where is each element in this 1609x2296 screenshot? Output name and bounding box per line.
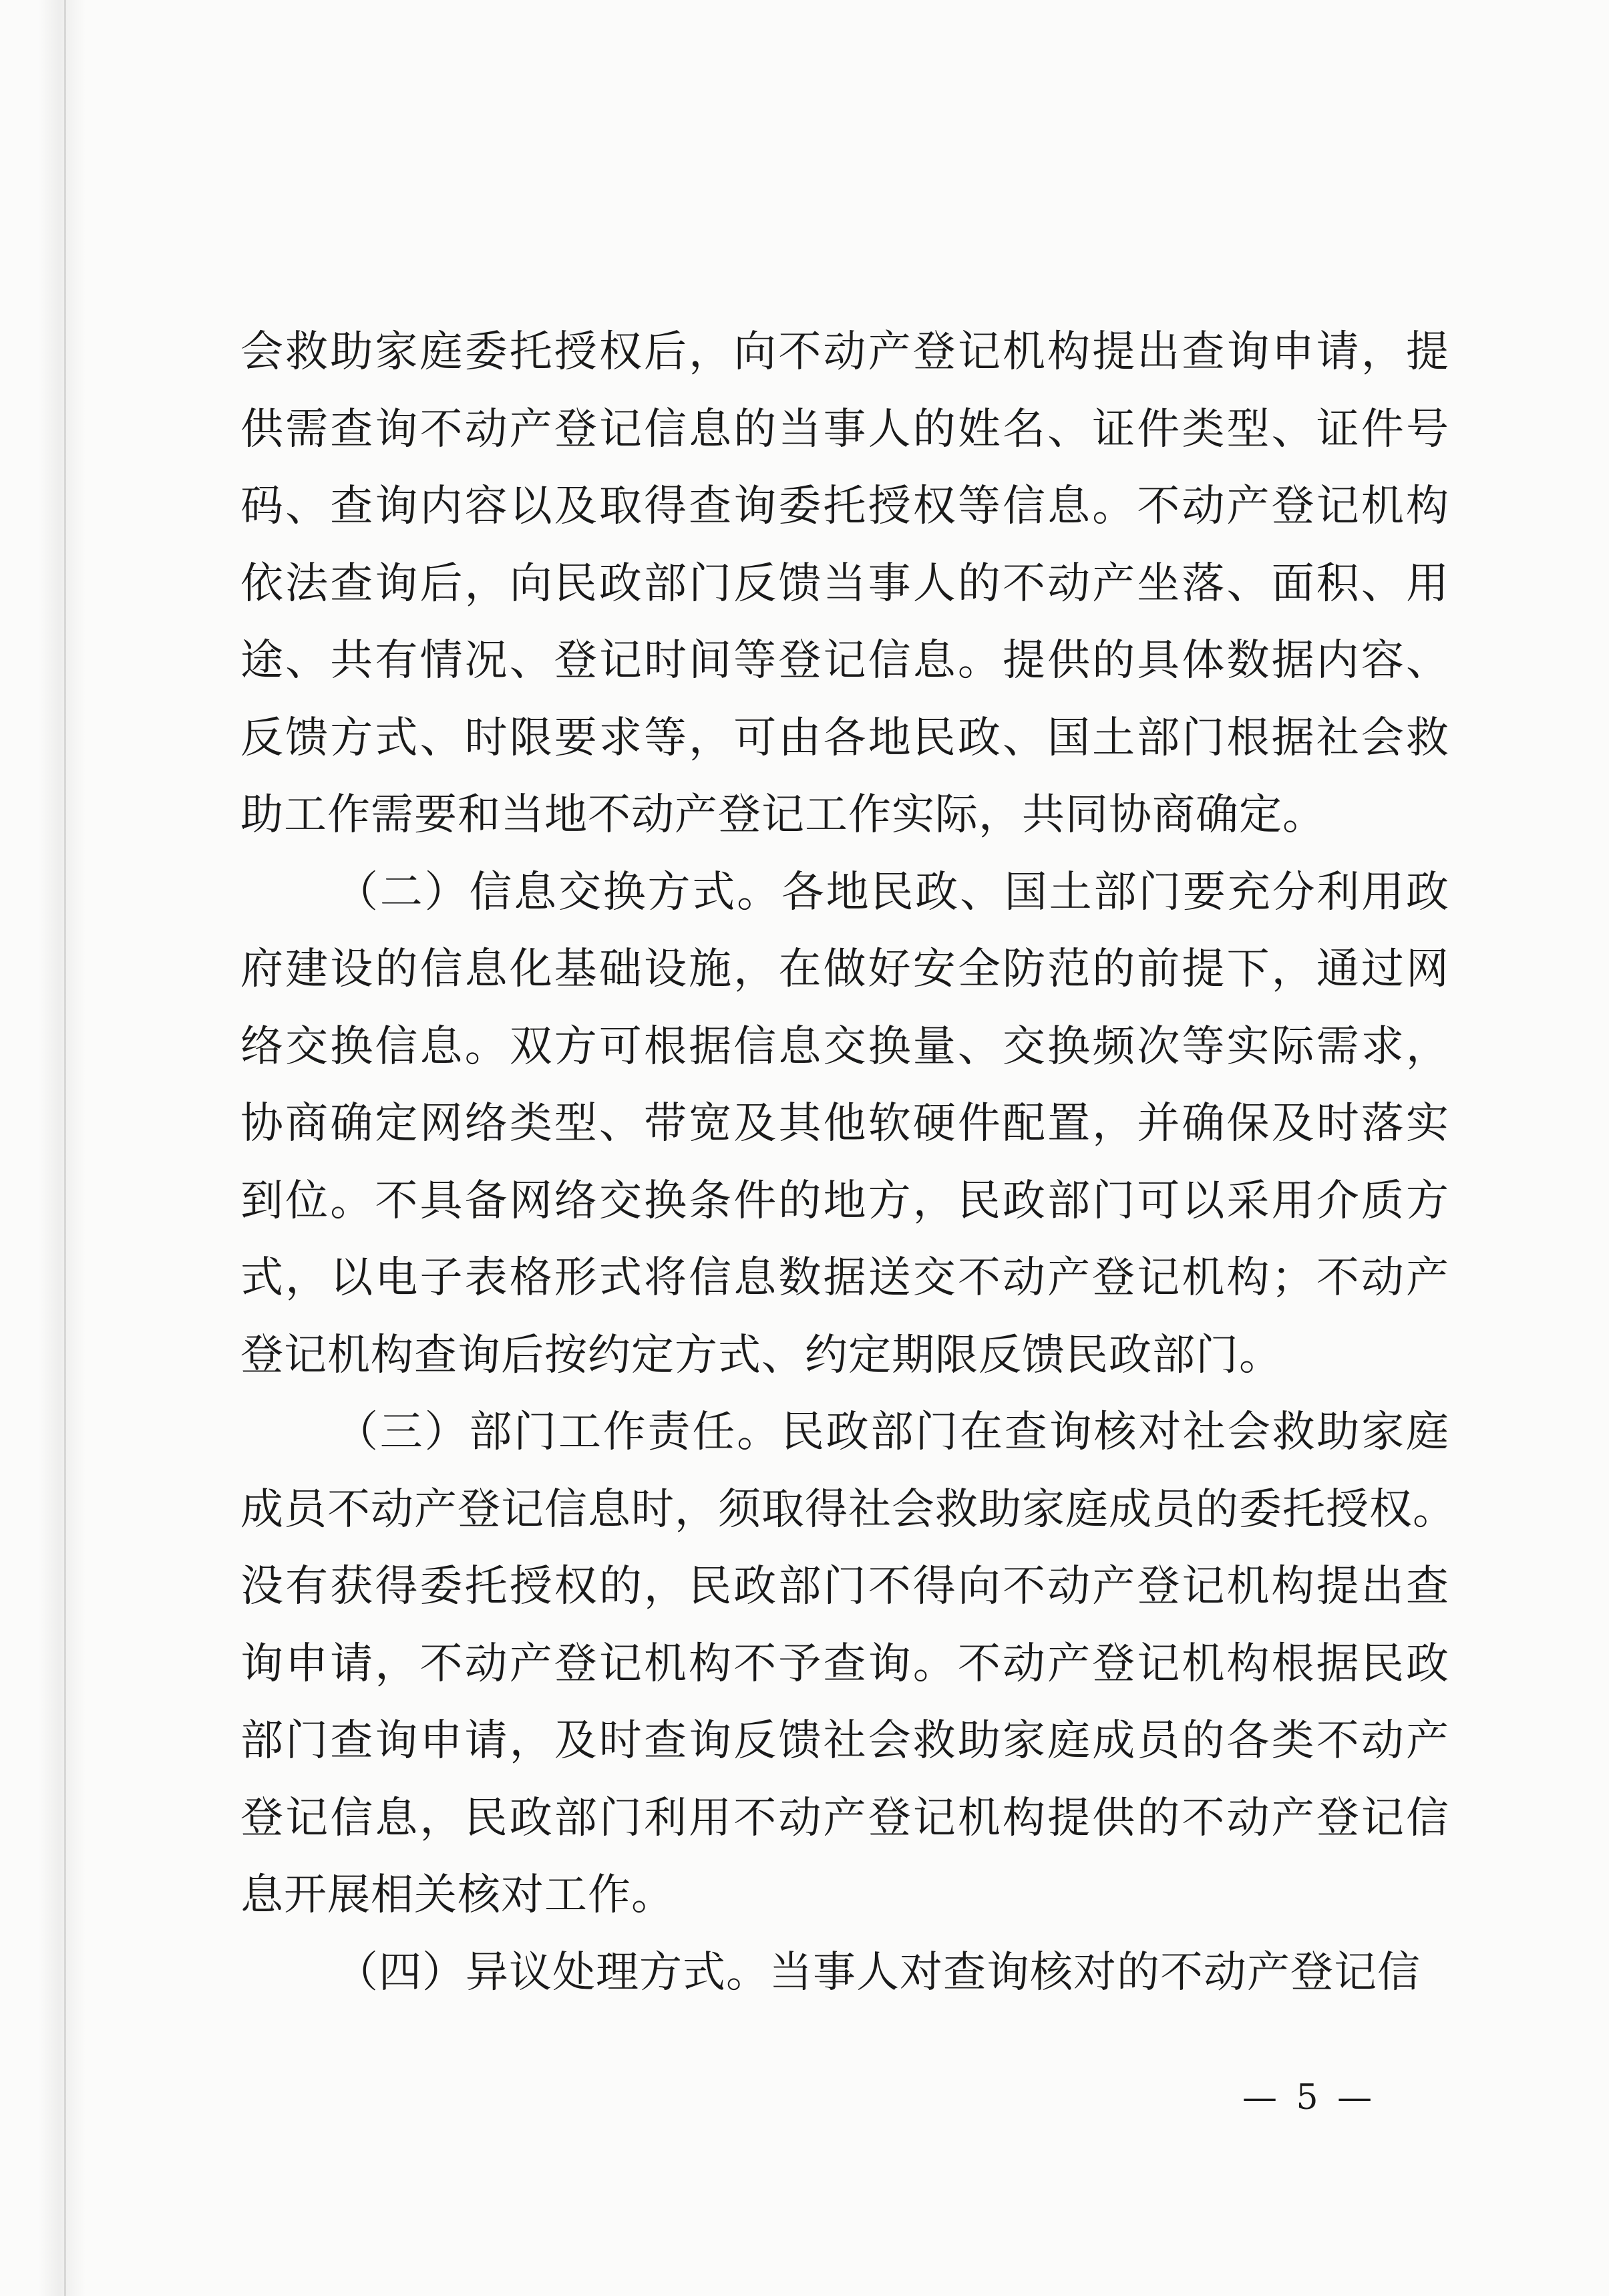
text-line: 式，以电子表格形式将信息数据送交不动产登记机构；不动产	[240, 1253, 1449, 1303]
text-line: （二）信息交换方式。各地民政、国土部门要充分利用政	[335, 867, 1449, 917]
paper-fold-line	[64, 0, 66, 2296]
text-line: 没有获得委托授权的，民政部门不得向不动产登记机构提出查	[240, 1562, 1449, 1611]
text-line: 成员不动产登记信息时，须取得社会救助家庭成员的委托授权。	[240, 1484, 1456, 1534]
text-line: 络交换信息。双方可根据信息交换量、交换频次等实际需求，	[240, 1021, 1449, 1072]
text-line: 依法查询后，向民政部门反馈当事人的不动产坐落、面积、用	[240, 558, 1449, 609]
text-line: 协商确定网络类型、带宽及其他软硬件配置，并确保及时落实	[240, 1099, 1449, 1148]
text-line: 询申请，不动产登记机构不予查询。不动产登记机构根据民政	[240, 1639, 1449, 1689]
text-line: 息开展相关核对工作。	[240, 1870, 675, 1920]
text-line: 登记机构查询后按约定方式、约定期限反馈民政部门。	[240, 1330, 1282, 1380]
page-number: — 5 —	[1242, 2078, 1377, 2118]
text-line: 途、共有情况、登记时间等登记信息。提供的具体数据内容、	[240, 636, 1449, 685]
text-line: 码、查询内容以及取得查询委托授权等信息。不动产登记机构	[240, 482, 1449, 531]
paragraph	[240, 314, 1449, 854]
text-line: 反馈方式、时限要求等，可由各地民政、国土部门根据社会救	[240, 713, 1449, 763]
text-line: 府建设的信息化基础设施，在做好安全防范的前提下，通过网	[240, 945, 1449, 994]
text-line: 会救助家庭委托授权后，向不动产登记机构提出查询申请，提	[240, 327, 1449, 377]
text-line: （四）异议处理方式。当事人对查询核对的不动产登记信	[335, 1947, 1421, 1997]
text-line: （三）部门工作责任。民政部门在查询核对社会救助家庭	[335, 1408, 1449, 1457]
paragraph	[240, 1935, 1449, 2012]
paragraph	[240, 1394, 1456, 1935]
text-line: 供需查询不动产登记信息的当事人的姓名、证件类型、证件号	[240, 404, 1449, 454]
body-text	[240, 314, 1456, 2011]
text-line: 助工作需要和当地不动产登记工作实际，共同协商确定。	[240, 790, 1326, 840]
text-line: 登记信息，民政部门利用不动产登记机构提供的不动产登记信	[240, 1793, 1449, 1843]
paper-fold-shadow	[39, 0, 85, 2296]
paragraph	[240, 854, 1449, 1395]
text-line: 到位。不具备网络交换条件的地方，民政部门可以采用介质方	[240, 1176, 1449, 1226]
text-line: 部门查询申请，及时查询反馈社会救助家庭成员的各类不动产	[240, 1716, 1449, 1766]
